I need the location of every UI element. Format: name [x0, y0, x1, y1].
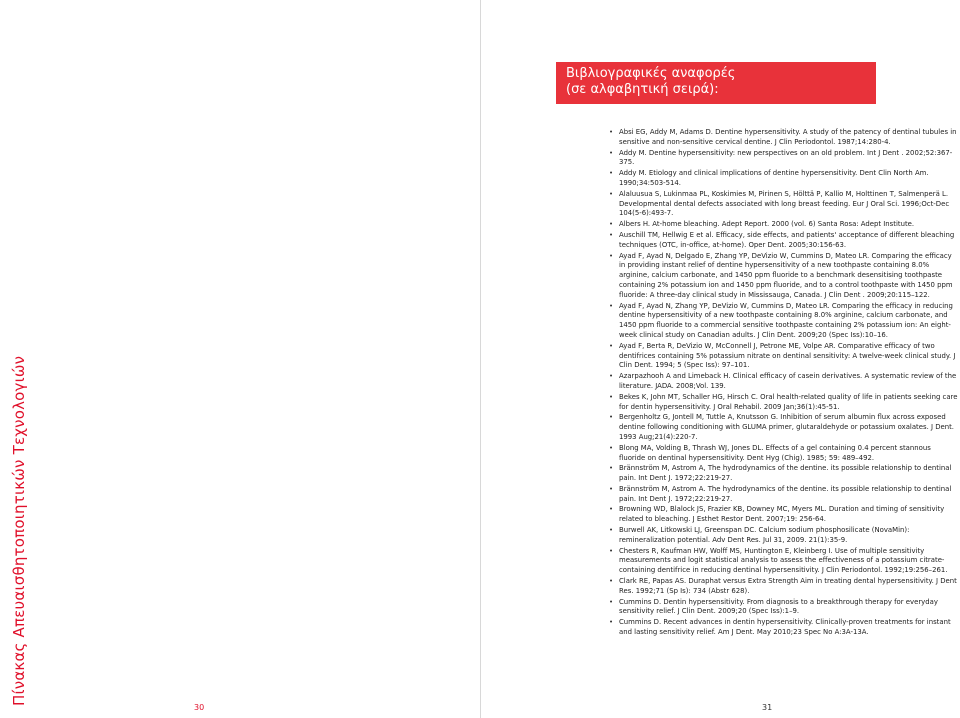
page-number-left: 30 — [194, 703, 205, 712]
table-title: Πίνακας Απευαισθητοποιητικών Τεχνολογιών — [10, 355, 28, 706]
reference-item: • Ayad F, Ayad N, Zhang YP, DeVizio W, Cummins D, Mateo LR. Comparing the efficacy in reducing dentine hypersensitivity of a new toothpaste containing 8.0% arginine, calcium carbonate, and 1450 ppm fluoride to a commercial sensitive toothpaste containing 2% potassium ion: An eight-week clinical study on Canadian adults. J Clin Dent. 2009;20 (Spec Iss):10–16. — [619, 302, 959, 341]
reference-item: • Browning WD, Blalock JS, Frazier KB, Downey MC, Myers ML. Duration and timing of sensitivity related to bleaching. J Esthet Restor Dent. 2007;19: 256-64. — [619, 505, 959, 525]
reference-item: • Absi EG, Addy M, Adams D. Dentine hypersensitivity. A study of the patency of dentinal tubules in sensitive and non-sensitive cervical dentine. J Clin Periodontol. 1987;14:280-4. — [619, 128, 959, 148]
reference-item: • Bergenholtz G, Jontell M, Tuttle A, Knutsson G. Inhibition of serum albumin flux across exposed dentine following conditioning with GLUMA primer, glutaraldehyde or potassium oxalates. J Dent. 1993 Aug;21(4):220-7. — [619, 413, 959, 442]
reference-item: • Chesters R, Kaufman HW, Wolff MS, Huntington E, Kleinberg I. Use of multiple sensitivity measurements and logit statistical analysis to assess the effectiveness of a potassium citrate-containing dentifrice in reducing dentinal hypersensitivity. J Clin Periodontol. 1992;19:256–261. — [619, 547, 959, 576]
reference-item: • Albers H. At-home bleaching. Adept Report. 2000 (vol. 6) Santa Rosa: Adept Institute. — [619, 220, 959, 230]
right-page — [481, 0, 960, 718]
reference-item: • Addy M. Etiology and clinical implications of dentine hypersensitivity. Dent Clin North Am. 1990;34:503-514. — [619, 169, 959, 189]
references-heading-line2: (σε αλφαβητική σειρά): — [566, 82, 719, 98]
reference-item: • Cummins D. Recent advances in dentin hypersensitivity. Clinically-proven treatments for instant and lasting sensitivity relief. Am J Dent. May 2010;23 Spec No A:3A-13A. — [619, 618, 959, 638]
reference-item: • Ayad F, Berta R, DeVizio W, McConnell J, Petrone ME, Volpe AR. Comparative efficacy of two dentifrices containing 5% potassium nitrate on dentinal sensitivity: A twelve-week clinical study. J Clin Dent. 1994; 5 (Spec Iss): 97–101. — [619, 342, 959, 371]
reference-item: • Azarpazhooh A and Limeback H. Clinical efficacy of casein derivatives. A systematic review of the literature. JADA. 2008;Vol. 139. — [619, 372, 959, 392]
references-list — [609, 128, 959, 639]
references-heading — [556, 62, 876, 104]
reference-item: • Burwell AK, Litkowski LJ, Greenspan DC. Calcium sodium phosphosilicate (NovaMin): remineralization potential. Adv Dent Res. Jul 31, 2009. 21(1):35-9. — [619, 526, 959, 546]
reference-item: • Bekes K, John MT, Schaller HG, Hirsch C. Oral health-related quality of life in patients seeking care for dentin hypersensitivity. J Oral Rehabil. 2009 Jan;36(1):45-51. — [619, 393, 959, 413]
reference-item: • Clark RE, Papas AS. Duraphat versus Extra Strength Aim in treating dental hypersensitivity. J Dent Res. 1992;71 (Sp Is): 734 (Abstr 628). — [619, 577, 959, 597]
page-number-right: 31 — [762, 703, 773, 712]
reference-item: • Brännström M, Astrom A, The hydrodynamics of the dentine. its possible relationship to dentinal pain. Int Dent J. 1972;22:219-27. — [619, 464, 959, 484]
reference-item: • Ayad F, Ayad N, Delgado E, Zhang YP, DeVizio W, Cummins D, Mateo LR. Comparing the efficacy in providing instant relief of dentine hypersensitivity of a new toothpaste containing 8.0% arginine, calcium carbonate, and 1450 ppm fluoride to a benchmark desensitising toothpaste containing 2% potassium ion and 1450 ppm fluoride, and to a control toothpaste with 1450 ppm fluoride: A three-day clinical study in Mississauga, Canada. J Clin Dent . 2009;20:115–122. — [619, 252, 959, 301]
reference-item: • Auschill TM, Hellwig E et al. Efficacy, side effects, and patients' acceptance of different bleaching techniques (OTC, in-office, at-home). Oper Dent. 2005;30:156-63. — [619, 231, 959, 251]
reference-item: • Addy M. Dentine hypersensitivity: new perspectives on an old problem. Int J Dent . 2002;52:367-375. — [619, 149, 959, 169]
reference-item: • Alaluusua S, Lukinmaa PL, Koskimies M, Pirinen S, Hölttä P, Kallio M, Holttinen T, Salmenperä L. Developmental dental defects associated with long breast feeding. Eur J Oral Sci. 1996;Oct-Dec 104(5-6):493-7. — [619, 190, 959, 219]
reference-item: • Blong MA, Volding B, Thrash WJ, Jones DL. Effects of a gel containing 0.4 percent stannous fluoride on dentinal hypersensitivity. Dent Hyg (Chig). 1985; 59: 489–492. — [619, 444, 959, 464]
reference-item: • Brännström M, Astrom A. The hydrodynamics of the dentine. its possible relationship to dentinal pain. Int Dent J. 1972;22:219-27. — [619, 485, 959, 505]
references-heading-line1: Βιβλιογραφικές αναφορές — [566, 66, 736, 81]
reference-item: • Cummins D. Dentin hypersensitivity. From diagnosis to a breakthrough therapy for everyday sensitivity relief. J Clin Dent. 2009;20 (Spec Iss):1–9. — [619, 598, 959, 618]
